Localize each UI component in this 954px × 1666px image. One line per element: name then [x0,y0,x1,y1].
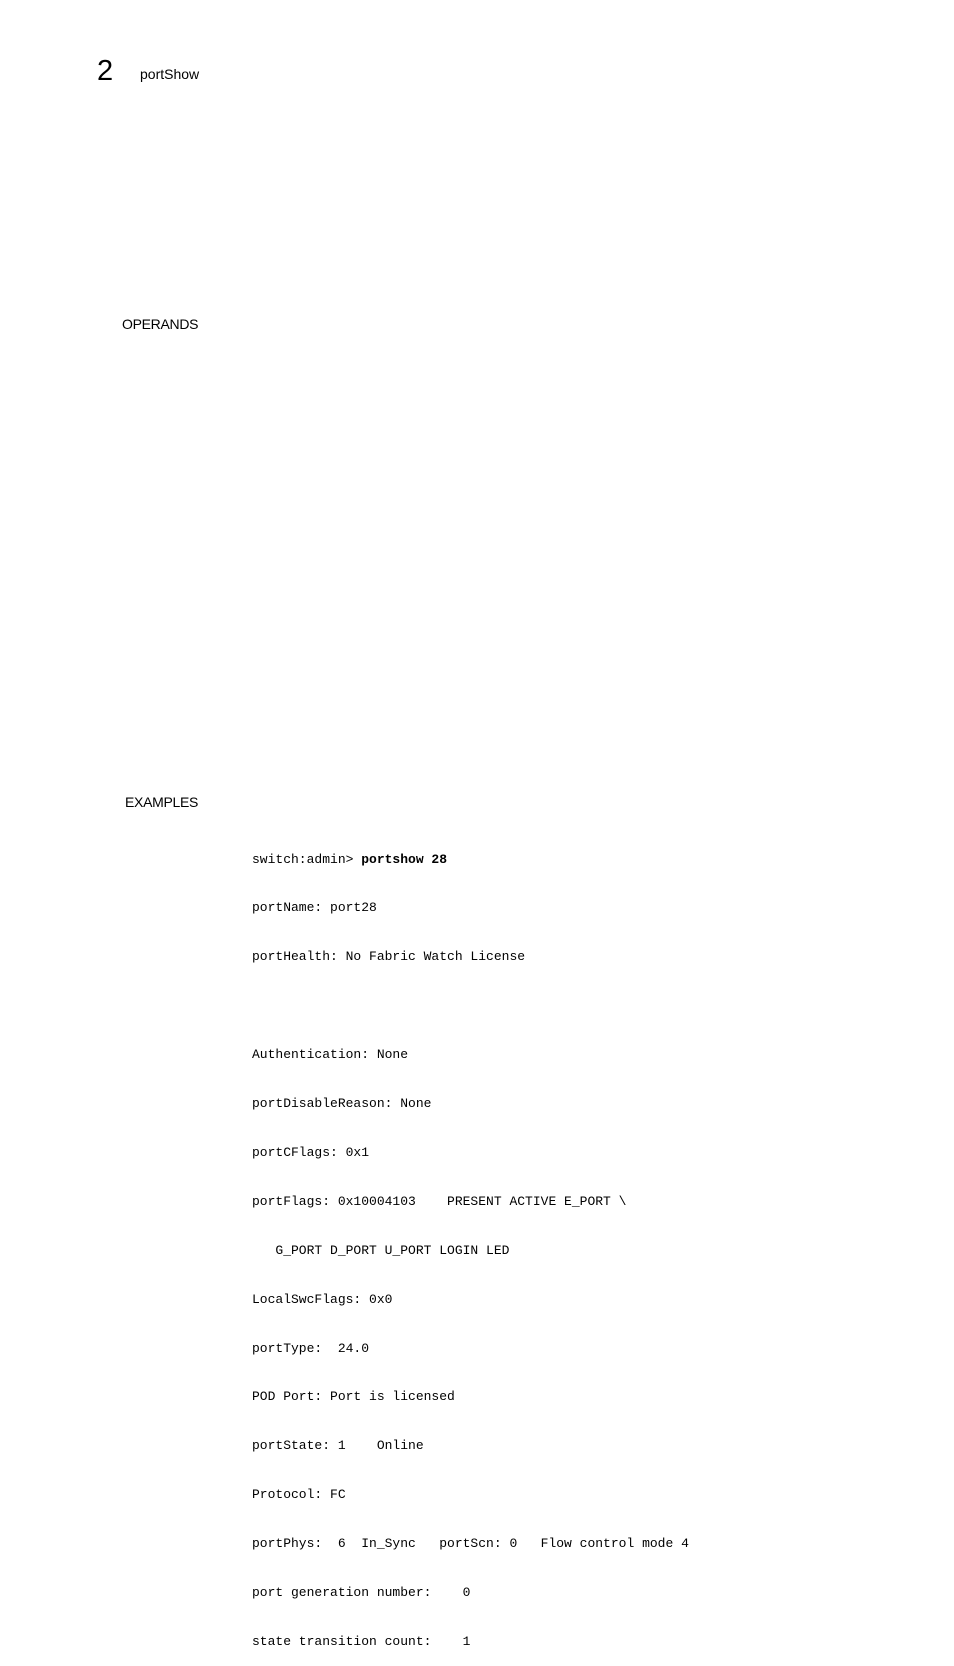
output-line: G_PORT D_PORT U_PORT LOGIN LED [252,1242,510,1258]
output-line: Authentication: None [252,1047,409,1063]
output-line: portState: 1 Online [252,1438,424,1454]
output-line: portName: port28 [252,900,377,916]
output-line: portDisableReason: None [252,1096,432,1112]
running-title: portShow [140,66,200,82]
shell-prompt: switch:admin> [252,851,362,867]
output-line: portFlags: 0x10004103 PRESENT ACTIVE E_PORT \ [252,1193,627,1209]
example-code-block [252,819,689,1666]
command-text: portshow 28 [361,851,448,867]
output-line: Protocol: FC [252,1487,346,1503]
output-line: LocalSwcFlags: 0x0 [252,1291,393,1307]
command-line [252,852,689,868]
examples-heading: EXAMPLES [125,794,199,810]
output-line: portCFlags: 0x1 [252,1144,370,1160]
output-line: portHealth: No Fabric Watch License [252,949,526,965]
output-line: state transition count: 1 [252,1633,471,1649]
output-line [252,998,689,1014]
output-line: POD Port: Port is licensed [252,1389,455,1405]
output-line: portType: 24.0 [252,1340,370,1356]
output-line: portPhys: 6 In_Sync portScn: 0 Flow control mode 4 [252,1536,689,1552]
chapter-number: 2 [97,55,114,87]
operands-heading: OPERANDS [122,316,199,332]
output-line: port generation number: 0 [252,1584,471,1600]
